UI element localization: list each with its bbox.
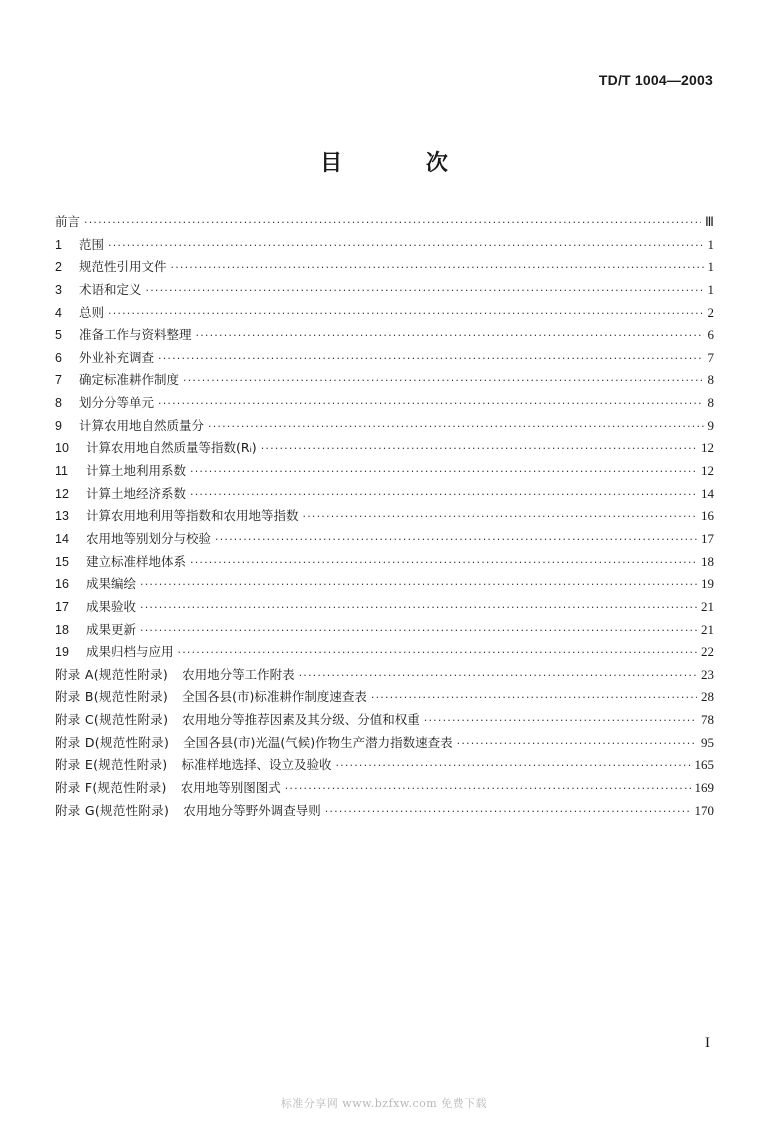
toc-entry-appendix-title: 标准样地选择、设立及验收 <box>181 757 332 773</box>
toc-entry-page: 8 <box>707 395 714 411</box>
toc-dot-leader <box>171 257 704 280</box>
toc-entry-page: 21 <box>701 598 714 614</box>
toc-dot-leader <box>190 461 697 484</box>
toc-entry-page: 169 <box>694 780 714 796</box>
toc-entry-label: 附录 F(规范性附录) <box>55 780 167 796</box>
toc-entry[interactable] <box>55 619 714 642</box>
toc-dot-leader <box>261 438 697 461</box>
toc-entry[interactable] <box>55 754 714 777</box>
toc-entry-label: 附录 E(规范性附录) <box>55 757 168 773</box>
toc-entry-number: 3 <box>55 282 62 297</box>
toc-entry-page: 16 <box>701 508 714 524</box>
toc-entry-page: 165 <box>694 757 714 773</box>
toc-entry-label: 附录 D(规范性附录) <box>55 734 170 750</box>
toc-entry[interactable] <box>55 528 714 551</box>
toc-entry-number: 9 <box>55 418 62 433</box>
toc-dot-leader <box>140 574 697 597</box>
toc-entry-page: 12 <box>701 440 714 456</box>
toc-entry[interactable] <box>55 505 714 528</box>
toc-entry-page: 95 <box>701 734 714 750</box>
toc-entry-page: 23 <box>701 666 714 682</box>
toc-entry[interactable] <box>55 686 714 709</box>
toc-entry-number: 11 <box>55 464 68 479</box>
toc-entry-number: 1 <box>55 237 62 252</box>
toc-entry-number: 5 <box>55 328 62 343</box>
toc-entry-page: 22 <box>701 644 714 660</box>
toc-entry-label: 计算农用地利用等指数和农用地等指数 <box>86 508 299 524</box>
toc-entry-label: 附录 A(规范性附录) <box>55 666 169 682</box>
toc-entry-page: 78 <box>701 712 714 728</box>
toc-entry[interactable] <box>55 392 714 415</box>
page-title: 目 次 <box>320 151 486 176</box>
toc-dot-leader <box>146 280 704 303</box>
toc-entry-label: 术语和定义 <box>79 281 142 297</box>
toc-entry-page: 17 <box>701 530 714 546</box>
toc-entry-label: 附录 C(规范性附录) <box>55 712 169 728</box>
toc-entry-number: 14 <box>55 531 69 546</box>
toc-dot-leader <box>140 597 697 620</box>
toc-entry[interactable] <box>55 369 714 392</box>
toc-dot-leader <box>457 733 697 756</box>
toc-entry-page: 12 <box>701 463 714 479</box>
toc-entry[interactable] <box>55 415 714 438</box>
toc-entry-page: 8 <box>707 372 714 388</box>
toc-entry-number: 4 <box>55 305 62 320</box>
toc-entry-label: 成果验收 <box>86 598 137 614</box>
toc-entry-page: 170 <box>694 802 714 818</box>
toc-entry[interactable] <box>55 302 714 325</box>
toc-entry-number: 10 <box>55 441 69 456</box>
standard-code: TD/T 1004—2003 <box>598 72 713 88</box>
toc-entry[interactable] <box>55 573 714 596</box>
toc-entry-label: 划分分等单元 <box>79 395 155 411</box>
toc-entry-number: 7 <box>55 373 62 388</box>
toc-entry-number: 8 <box>55 396 62 411</box>
toc-entry-appendix-title: 全国各县(市)光温(气候)作物生产潜力指数速查表 <box>183 734 453 750</box>
toc-dot-leader <box>371 687 697 710</box>
toc-entry-label: 成果编绘 <box>86 576 137 592</box>
toc-entry-page: 7 <box>707 349 714 365</box>
toc-entry[interactable] <box>55 279 714 302</box>
toc-entry-label: 范围 <box>79 236 105 252</box>
toc-dot-leader <box>158 393 703 416</box>
toc-entry[interactable] <box>55 641 714 664</box>
toc-dot-leader <box>190 484 697 507</box>
toc-entry-page: 21 <box>701 621 714 637</box>
toc-entry-label: 计算土地利用系数 <box>86 463 187 479</box>
toc-entry[interactable] <box>55 234 714 257</box>
toc-entry-page: 1 <box>707 236 714 252</box>
toc-entry-label: 计算土地经济系数 <box>86 485 187 501</box>
toc-entry-number: 2 <box>55 260 62 275</box>
toc-entry-label: 确定标准耕作制度 <box>79 372 180 388</box>
toc-entry-appendix-title: 农用地分等推荐因素及其分级、分值和权重 <box>182 712 420 728</box>
toc-entry-page: 1 <box>707 281 714 297</box>
toc-entry-label: 成果归档与应用 <box>86 644 174 660</box>
toc-entry-label: 计算农用地自然质量分 <box>79 417 205 433</box>
toc-dot-leader <box>178 642 697 665</box>
toc-dot-leader <box>424 710 697 733</box>
toc-dot-leader <box>303 506 697 529</box>
toc-entry[interactable] <box>55 256 714 279</box>
toc-entry-page: 14 <box>701 485 714 501</box>
toc-dot-leader <box>325 801 691 824</box>
toc-entry-label: 准备工作与资料整理 <box>79 327 192 343</box>
toc-entry-page: 2 <box>707 304 714 320</box>
toc-entry-number: 18 <box>55 622 69 637</box>
toc-dot-leader <box>84 212 701 235</box>
toc-dot-leader <box>108 235 703 258</box>
toc-entry[interactable] <box>55 732 714 755</box>
toc-entry-label: 附录 G(规范性附录) <box>55 802 170 818</box>
toc-dot-leader <box>108 303 703 326</box>
toc-dot-leader <box>208 416 703 439</box>
toc-entry[interactable] <box>55 460 714 483</box>
toc-dot-leader <box>299 665 697 688</box>
toc-entry-label: 成果更新 <box>86 621 137 637</box>
toc-entry[interactable] <box>55 551 714 574</box>
toc-entry-label: 规范性引用文件 <box>79 259 167 275</box>
toc-dot-leader <box>285 778 691 801</box>
toc-entry[interactable] <box>55 211 714 234</box>
toc-entry[interactable] <box>55 664 714 687</box>
toc-entry-label: 建立标准样地体系 <box>86 553 187 569</box>
toc-dot-leader <box>215 529 697 552</box>
toc-entry[interactable] <box>55 777 714 800</box>
toc-dot-leader <box>190 552 697 575</box>
toc-entry-appendix-title: 全国各县(市)标准耕作制度速查表 <box>182 689 367 705</box>
toc-entry[interactable] <box>55 800 714 823</box>
toc-entry-number: 15 <box>55 554 69 569</box>
toc-entry-number: 16 <box>55 577 69 592</box>
toc-dot-leader <box>158 348 703 371</box>
watermark: 标准分享网 www.bzfxw.com 免费下载 <box>280 1097 488 1110</box>
toc-entry-label: 总则 <box>79 304 105 320</box>
toc-entry-page: 1 <box>707 259 714 275</box>
toc-entry[interactable] <box>55 437 714 460</box>
toc-entry-number: 6 <box>55 350 62 365</box>
toc-entry-label: 外业补充调查 <box>79 349 155 365</box>
toc-entry[interactable] <box>55 324 714 347</box>
toc-entry[interactable] <box>55 347 714 370</box>
toc-entry-number: 13 <box>55 509 69 524</box>
toc-entry-page: 19 <box>701 576 714 592</box>
page-number: I <box>705 1035 710 1051</box>
toc-entry[interactable] <box>55 483 714 506</box>
toc-entry-page: 18 <box>701 553 714 569</box>
toc-dot-leader <box>140 620 697 643</box>
toc-dot-leader <box>196 325 704 348</box>
toc-entry-label: 前言 <box>55 214 81 229</box>
toc-entry[interactable] <box>55 709 714 732</box>
toc-entry-number: 19 <box>55 645 69 660</box>
table-of-contents <box>55 211 714 822</box>
toc-entry-appendix-title: 农用地等别图图式 <box>180 780 281 796</box>
toc-entry-number: 12 <box>55 486 69 501</box>
toc-entry-number: 17 <box>55 599 69 614</box>
toc-entry[interactable] <box>55 596 714 619</box>
toc-entry-page: 9 <box>707 417 714 433</box>
toc-entry-page: 6 <box>707 327 714 343</box>
toc-dot-leader <box>183 370 703 393</box>
toc-entry-label: 计算农用地自然质量等指数(Rᵢ) <box>86 440 257 456</box>
toc-entry-appendix-title: 农用地分等野外调查导则 <box>183 802 321 818</box>
toc-entry-appendix-title: 农用地分等工作附表 <box>182 666 295 682</box>
toc-entry-label: 附录 B(规范性附录) <box>55 689 169 705</box>
toc-entry-page: Ⅲ <box>705 214 714 229</box>
toc-entry-label: 农用地等别划分与校验 <box>86 530 212 546</box>
toc-dot-leader <box>335 755 690 778</box>
toc-entry-page: 28 <box>701 689 714 705</box>
